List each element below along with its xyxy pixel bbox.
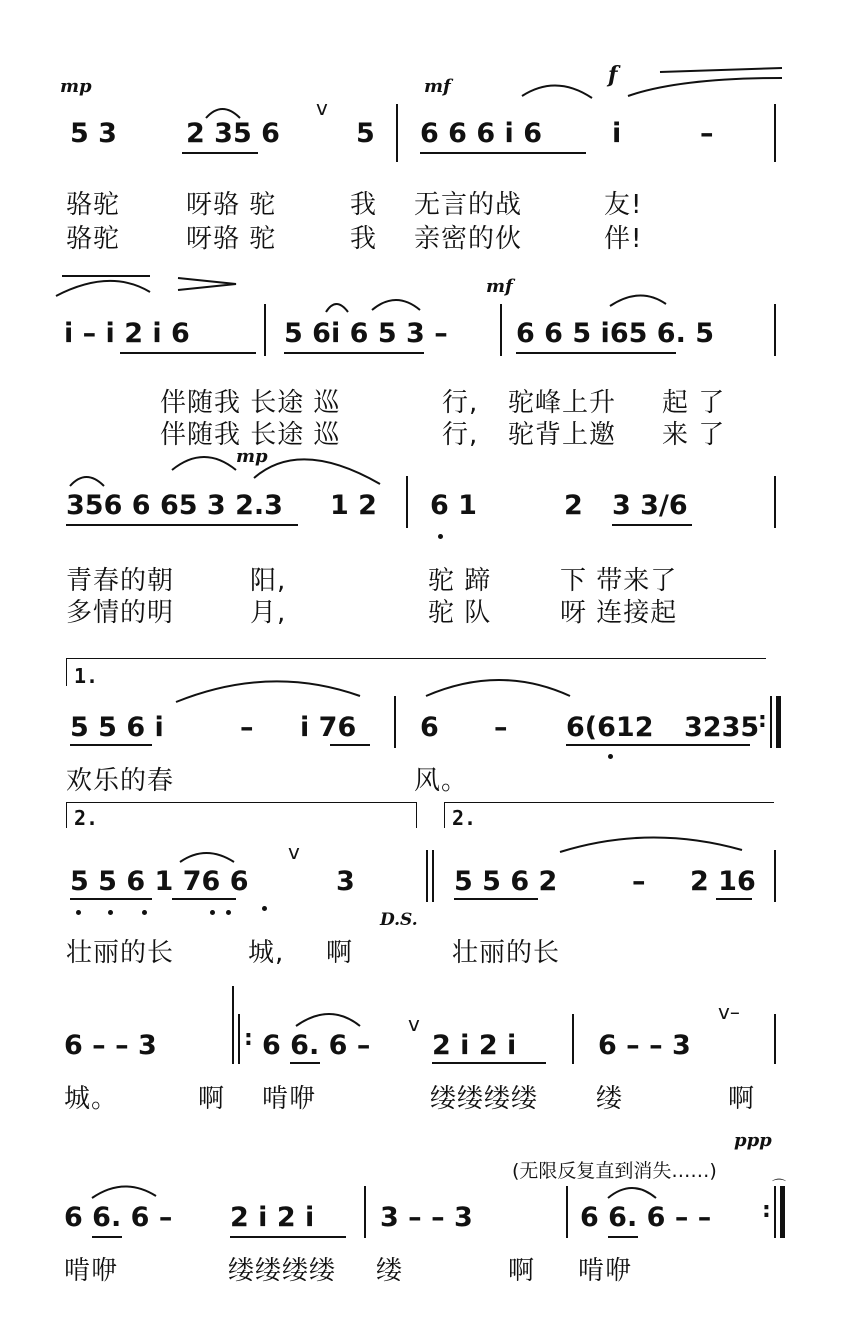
lyric: 缕缕缕缕: [228, 1256, 337, 1286]
underline: [420, 152, 586, 154]
lyric: 呀骆 驼: [186, 190, 277, 220]
volta-hook: [66, 802, 67, 828]
breath-mark: v–: [718, 1000, 740, 1024]
note-group: 2 16: [690, 866, 756, 897]
underline: [66, 524, 298, 526]
barline: [500, 304, 502, 356]
barline: [774, 104, 776, 162]
slur: [92, 1186, 156, 1198]
underline: [120, 352, 256, 354]
repeat-barline: [232, 986, 234, 1064]
lyric: 啊: [508, 1256, 536, 1286]
crescendo-hairpin: [660, 68, 782, 72]
lyric: 行,: [442, 388, 479, 418]
slur: [56, 281, 150, 296]
barline: [394, 696, 396, 748]
underline: [70, 898, 152, 900]
lyric: 驼 蹄: [428, 566, 492, 596]
underline: [172, 898, 236, 900]
dynamic-mf: mf: [424, 76, 451, 97]
note-group: 6 – – 3: [598, 1030, 691, 1061]
note-group: 6 6. 6 – –: [580, 1202, 712, 1233]
underline: [608, 1236, 638, 1238]
barline: [566, 1186, 568, 1238]
note-group: 2: [564, 490, 583, 521]
lyric: 啊: [198, 1084, 226, 1114]
lyric: 壮丽的长: [452, 938, 561, 968]
repeat-barline: [770, 696, 772, 748]
lyric: 亲密的伙: [414, 224, 523, 254]
dash: –: [632, 866, 646, 897]
barline: [774, 304, 776, 356]
note-group: 5 5 6 i: [70, 712, 164, 743]
underline: [716, 898, 752, 900]
note-group: 356 6 65 3 2.3: [66, 490, 283, 521]
underline: [454, 898, 538, 900]
note-group: 5 5 6 1 76 6: [70, 866, 249, 897]
lyric: 缕: [376, 1256, 404, 1286]
dynamic-f: f: [608, 62, 618, 88]
breath-mark: v: [316, 96, 328, 120]
volta-hook: [416, 802, 417, 828]
lyric: 啊: [728, 1084, 756, 1114]
note-group: 1 2: [330, 490, 377, 521]
underline: [290, 1062, 320, 1064]
slur: [176, 681, 360, 702]
lyric: 来 了: [662, 420, 726, 450]
lyric: 下 带来了: [560, 566, 678, 596]
lyric: 欢乐的春: [66, 766, 175, 796]
barline: [364, 1186, 366, 1238]
lyric: 起 了: [662, 388, 726, 418]
underline: [230, 1236, 346, 1238]
lyric: 月,: [250, 598, 287, 628]
underline: [92, 1236, 122, 1238]
note-group: 5 6i 6 5 3 –: [284, 318, 448, 349]
lyric: 风。: [414, 766, 469, 796]
note-group: 2 i 2 i: [432, 1030, 517, 1061]
lyric: 我: [350, 190, 378, 220]
ds-marking: D.S.: [380, 910, 418, 930]
lyric: 啊: [326, 938, 354, 968]
note-group: 6 6 5 i65 6. 5: [516, 318, 715, 349]
lyric: 缕: [596, 1084, 624, 1114]
lyric: 阳,: [250, 566, 287, 596]
dash: –: [240, 712, 254, 743]
volta-2-label: 2.: [74, 806, 99, 830]
lyric: 无言的战: [414, 190, 523, 220]
repeat-barline-thick: [776, 696, 781, 748]
lyric: 多情的明: [66, 598, 175, 628]
dynamic-ppp: ppp: [734, 1130, 772, 1151]
underline: [566, 744, 750, 746]
lyric: 啃咿: [262, 1084, 317, 1114]
note-group: 3 – – 3: [380, 1202, 473, 1233]
underline: [182, 152, 258, 154]
dash: –: [494, 712, 508, 743]
underline: [70, 744, 152, 746]
slur: [522, 85, 592, 98]
volta-line: [444, 802, 774, 803]
lyric: 骆驼: [66, 224, 121, 254]
barline: [396, 104, 398, 162]
barline: [406, 476, 408, 528]
slur: [610, 295, 666, 306]
note-group: 3 3/6: [612, 490, 688, 521]
double-barline: [426, 850, 428, 902]
volta-line: [66, 658, 766, 659]
lyric: 青春的朝: [66, 566, 175, 596]
note-group: i 76: [300, 712, 357, 743]
note-group: 6 1: [430, 490, 477, 521]
dynamic-mp: mp: [236, 446, 268, 467]
double-barline: [432, 850, 434, 902]
note-group: i – i 2 i 6: [64, 318, 190, 349]
lyric: 呀 连接起: [560, 598, 678, 628]
dash: –: [700, 118, 714, 149]
lyric: 伴!: [604, 224, 643, 254]
lyric: 壮丽的长: [66, 938, 175, 968]
note-group: 6 6 6 i 6: [420, 118, 543, 149]
underline: [330, 744, 370, 746]
slur: [70, 477, 104, 486]
lyric: 城。: [64, 1084, 119, 1114]
volta-1-label: 1.: [74, 664, 99, 688]
low-octave-dot: [262, 906, 267, 911]
note-group: 2 i 2 i: [230, 1202, 315, 1233]
low-octave-dot: [226, 910, 231, 915]
lyric: 驼背上邀: [508, 420, 617, 450]
lyric: 我: [350, 224, 378, 254]
breath-mark: v: [288, 840, 300, 864]
slur: [172, 457, 236, 470]
slur: [206, 109, 240, 118]
underline: [284, 352, 424, 354]
lyric: 伴随我 长途 巡: [160, 420, 341, 450]
note-group: 5 3: [70, 118, 117, 149]
low-octave-dot: [142, 910, 147, 915]
slur: [180, 853, 234, 862]
low-octave-dot: [438, 534, 443, 539]
barline: [572, 1014, 574, 1064]
breath-mark: v: [408, 1012, 420, 1036]
performance-instruction: (无限反复直到消失……): [512, 1160, 717, 1182]
lyric: 友!: [604, 190, 643, 220]
underline: [612, 524, 692, 526]
note-group: 3235: [684, 712, 760, 743]
barline: [774, 476, 776, 528]
note-group: 5 5 6 2: [454, 866, 558, 897]
underline: [432, 1062, 546, 1064]
slur: [254, 459, 380, 484]
repeat-dots: :: [758, 708, 767, 733]
barline: [264, 304, 266, 356]
low-octave-dot: [210, 910, 215, 915]
low-octave-dot: [76, 910, 81, 915]
barline: [774, 850, 776, 902]
note-group: 6 6. 6 –: [64, 1202, 173, 1233]
low-octave-dot: [608, 754, 613, 759]
volta-hook: [66, 658, 67, 686]
note-group: 5: [356, 118, 375, 149]
lyric: 啃咿: [578, 1256, 633, 1286]
lyric: 啃咿: [64, 1256, 119, 1286]
note-group: 6 6. 6 –: [262, 1030, 371, 1061]
note-group: 3: [336, 866, 355, 897]
note-group: 2 35 6: [186, 118, 280, 149]
lyric: 骆驼: [66, 190, 121, 220]
slur: [372, 300, 420, 310]
slur: [560, 837, 742, 852]
dynamic-mf: mf: [486, 276, 513, 297]
repeat-dots: :: [244, 1026, 253, 1051]
decrescendo-hairpin: [178, 278, 236, 290]
lyric: 呀骆 驼: [186, 224, 277, 254]
low-octave-dot: [108, 910, 113, 915]
dynamic-mp: mp: [60, 76, 92, 97]
volta-hook: [444, 802, 445, 828]
note-group: 6 – – 3: [64, 1030, 157, 1061]
lyric: 伴随我 长途 巡: [160, 388, 341, 418]
crescendo-hairpin: [628, 78, 782, 96]
note-group: i: [612, 118, 622, 149]
note-group: 6(612: [566, 712, 654, 743]
barline: [774, 1014, 776, 1064]
repeat-barline: [238, 1014, 240, 1064]
slur: [426, 680, 570, 696]
fermata-icon: ⌒: [772, 1179, 786, 1195]
repeat-dots: :: [762, 1198, 771, 1223]
slur: [608, 1188, 656, 1198]
note-group: 6: [420, 712, 439, 743]
volta-line: [66, 802, 416, 803]
lyric: 行,: [442, 420, 479, 450]
volta-2-label: 2.: [452, 806, 477, 830]
slur: [326, 304, 348, 312]
lyric: 驼峰上升: [508, 388, 617, 418]
lyric: 城,: [248, 938, 285, 968]
slur: [296, 1014, 360, 1026]
lyric: 驼 队: [428, 598, 492, 628]
underline: [516, 352, 676, 354]
lyric: 缕缕缕缕: [430, 1084, 539, 1114]
